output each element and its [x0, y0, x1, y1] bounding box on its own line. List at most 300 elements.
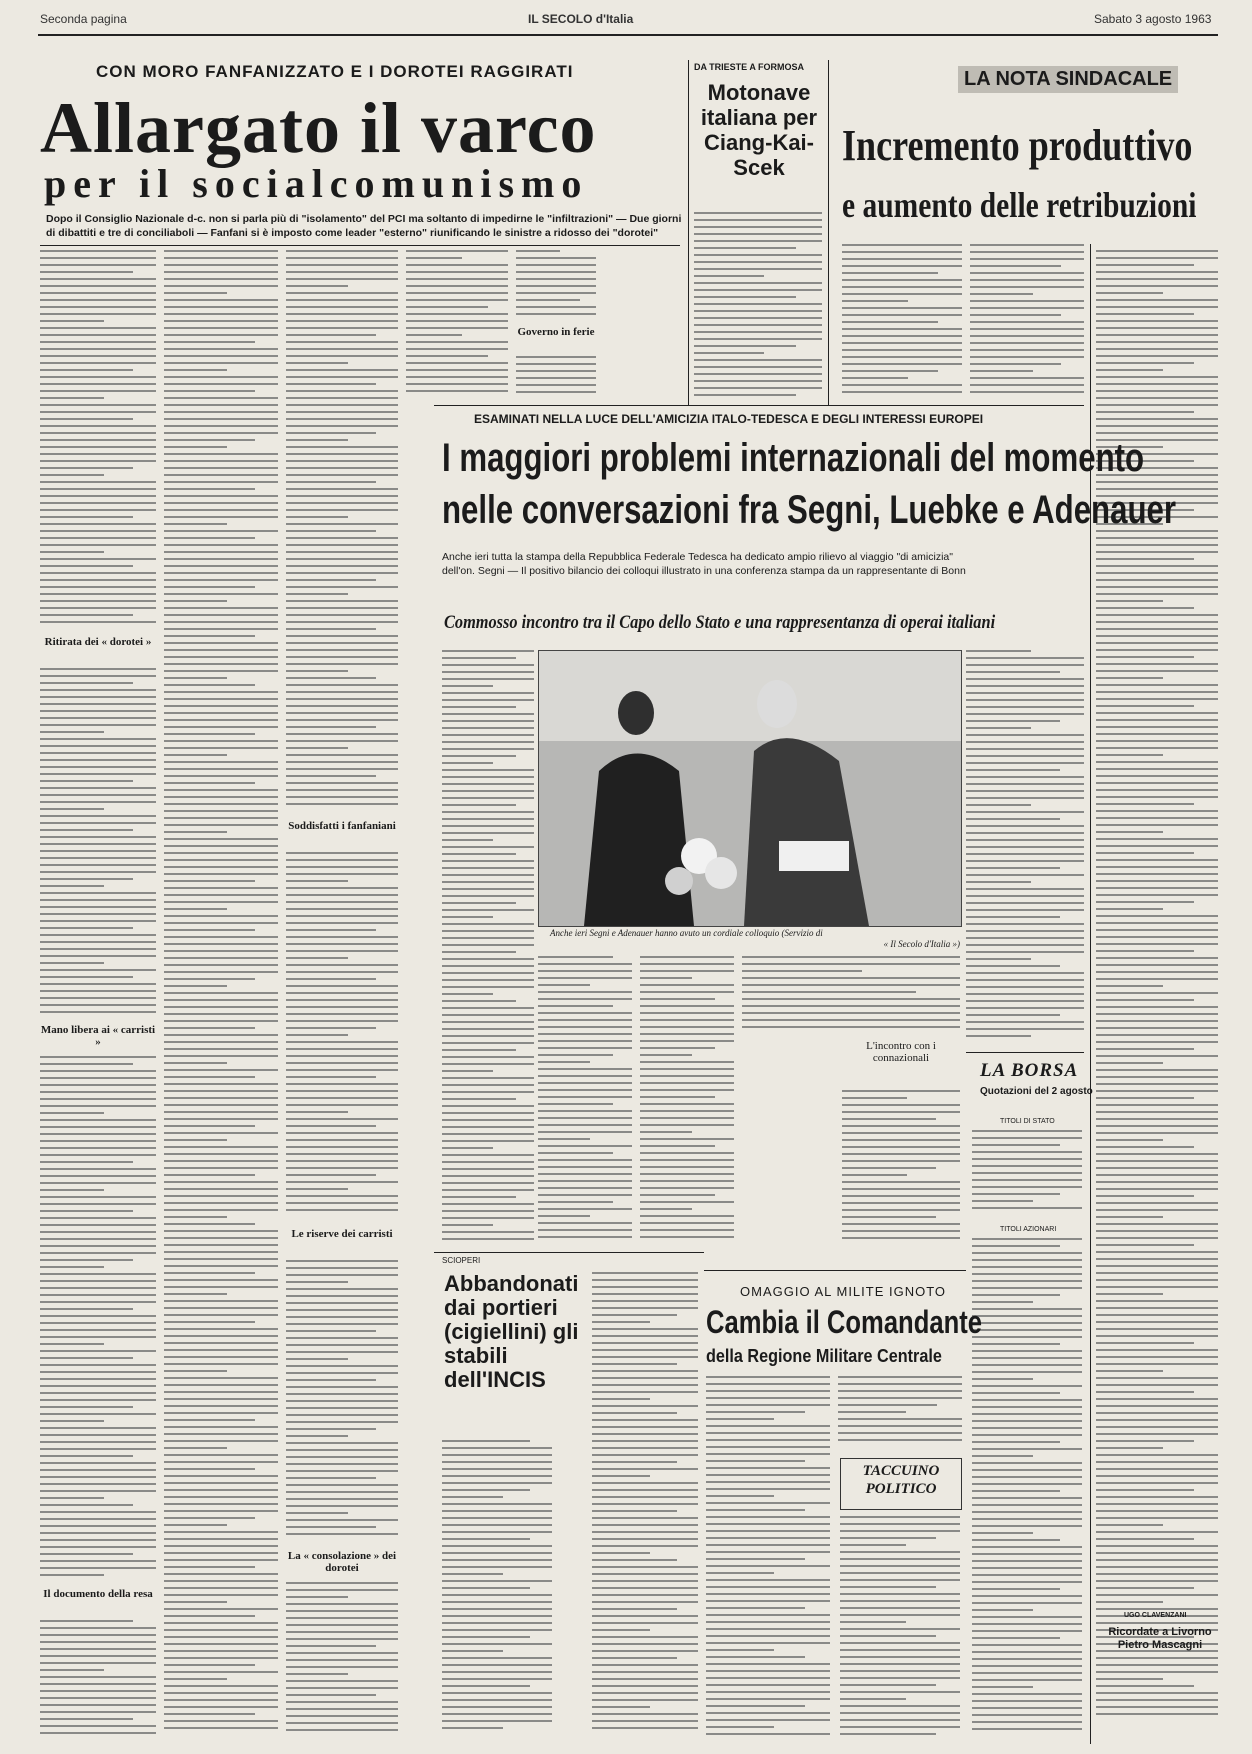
text-line — [286, 1477, 376, 1479]
text-line — [640, 1026, 734, 1028]
text-line — [164, 299, 278, 301]
text-line — [442, 1531, 552, 1533]
text-line — [538, 1229, 632, 1231]
text-line — [538, 1089, 632, 1091]
text-line — [442, 1727, 503, 1729]
text-line — [442, 818, 534, 820]
text-line — [1096, 1118, 1218, 1120]
text-line — [286, 1111, 348, 1113]
text-line — [1096, 341, 1218, 343]
text-line — [286, 1631, 398, 1633]
text-line — [1096, 1321, 1218, 1323]
text-line — [164, 411, 278, 413]
text-line — [970, 356, 1084, 358]
text-line — [286, 985, 398, 987]
text-line — [406, 250, 508, 252]
center-subtitle: Commosso incontro tra il Capo dello Stato e una rappresentanza di operai italiani — [444, 612, 996, 633]
text-line — [970, 265, 1061, 267]
text-line — [286, 1715, 398, 1717]
text-line — [164, 572, 278, 574]
text-line — [164, 1426, 278, 1428]
text-line — [694, 247, 796, 249]
text-line — [972, 1588, 1060, 1590]
text-line — [972, 1259, 1082, 1261]
text-line — [442, 1720, 552, 1722]
main-rule — [40, 245, 680, 246]
text-line — [164, 1643, 278, 1645]
text-line — [40, 1518, 156, 1520]
text-line — [164, 1594, 278, 1596]
text-line — [40, 724, 156, 726]
text-line — [842, 1202, 960, 1204]
text-line — [164, 1069, 278, 1071]
text-line — [842, 377, 908, 379]
text-line — [442, 1447, 552, 1449]
center-col-3 — [640, 956, 734, 1246]
text-line — [972, 1497, 1082, 1499]
text-line — [286, 292, 398, 294]
text-line — [706, 1418, 774, 1420]
incis-col-2 — [592, 1272, 698, 1740]
text-line — [40, 1532, 156, 1534]
text-line — [640, 1047, 715, 1049]
text-line — [286, 1582, 398, 1584]
text-line — [286, 397, 398, 399]
text-line — [164, 1559, 278, 1561]
text-line — [966, 685, 1084, 687]
text-line — [286, 390, 398, 392]
text-line — [1096, 1559, 1218, 1561]
text-line — [442, 1643, 552, 1645]
incis-title: Abbandonati dai portieri (cigiellini) gli stabili dell'INCIS — [444, 1271, 579, 1392]
text-line — [538, 998, 632, 1000]
text-line — [40, 927, 133, 929]
text-line — [972, 1476, 1082, 1478]
main-column-5-bottom — [516, 356, 596, 400]
text-line — [592, 1496, 698, 1498]
text-line — [286, 418, 398, 420]
text-line — [640, 991, 734, 993]
text-line — [164, 369, 227, 371]
text-line — [164, 495, 278, 497]
text-line — [706, 1544, 830, 1546]
text-line — [742, 977, 960, 979]
text-line — [516, 257, 596, 259]
text-line — [286, 474, 398, 476]
text-line — [40, 1133, 156, 1135]
text-line — [972, 1553, 1082, 1555]
text-line — [286, 1323, 398, 1325]
text-line — [40, 1434, 156, 1436]
text-line — [40, 1077, 156, 1079]
text-line — [842, 272, 938, 274]
text-line — [442, 1210, 534, 1212]
text-line — [972, 1413, 1082, 1415]
text-line — [40, 1455, 133, 1457]
text-line — [442, 1671, 552, 1673]
center-summary — [442, 550, 1084, 578]
text-line — [286, 1302, 398, 1304]
text-line — [286, 1512, 348, 1514]
text-line — [164, 1538, 278, 1540]
text-line — [442, 797, 534, 799]
text-line — [286, 1463, 398, 1465]
text-line — [1096, 1580, 1218, 1582]
text-line — [640, 1082, 734, 1084]
text-line — [40, 1539, 156, 1541]
text-line — [966, 713, 1084, 715]
text-line — [1096, 1020, 1218, 1022]
text-line — [442, 769, 534, 771]
text-line — [40, 621, 156, 623]
text-line — [164, 950, 278, 952]
text-line — [286, 1491, 398, 1493]
text-line — [40, 425, 156, 427]
text-line — [40, 264, 156, 266]
text-line — [1096, 579, 1218, 581]
text-line — [538, 1187, 632, 1189]
text-line — [1096, 929, 1218, 931]
text-line — [164, 460, 278, 462]
text-line — [970, 377, 1084, 379]
text-line — [40, 1725, 156, 1727]
text-line — [40, 1718, 133, 1720]
text-line — [1096, 1062, 1163, 1064]
text-line — [972, 1364, 1082, 1366]
text-line — [972, 1420, 1082, 1422]
text-line — [1096, 572, 1218, 574]
text-line — [592, 1405, 698, 1407]
text-line — [1096, 586, 1218, 588]
text-line — [706, 1446, 830, 1448]
text-line — [694, 226, 822, 228]
text-line — [442, 895, 534, 897]
text-line — [286, 957, 348, 959]
text-line — [516, 306, 596, 308]
text-line — [164, 474, 278, 476]
text-line — [442, 1035, 534, 1037]
text-line — [40, 962, 104, 964]
text-line — [286, 992, 398, 994]
text-line — [164, 1258, 278, 1260]
text-line — [1096, 1517, 1218, 1519]
text-line — [592, 1692, 698, 1694]
text-line — [1096, 418, 1218, 420]
text-line — [442, 1496, 503, 1498]
text-line — [442, 1468, 552, 1470]
text-line — [442, 1112, 534, 1114]
text-line — [442, 783, 534, 785]
text-line — [442, 650, 534, 652]
text-line — [640, 1236, 734, 1238]
text-line — [40, 1378, 156, 1380]
text-line — [1096, 1356, 1218, 1358]
text-line — [286, 1393, 398, 1395]
text-line — [840, 1663, 960, 1665]
text-line — [286, 901, 398, 903]
text-line — [972, 1406, 1082, 1408]
text-line — [972, 1371, 1082, 1373]
text-line — [972, 1294, 1060, 1296]
text-line — [40, 1420, 104, 1422]
text-line — [40, 745, 156, 747]
text-line — [286, 1694, 376, 1696]
text-line — [286, 1062, 398, 1064]
text-line — [592, 1468, 698, 1470]
text-line — [406, 369, 508, 371]
text-line — [40, 362, 156, 364]
text-line — [538, 1166, 632, 1168]
text-line — [538, 1103, 613, 1105]
text-line — [592, 1685, 698, 1687]
text-line — [286, 1596, 348, 1598]
text-line — [286, 761, 398, 763]
text-line — [842, 286, 962, 288]
text-line — [40, 1112, 104, 1114]
text-line — [1096, 1664, 1218, 1666]
text-line — [694, 303, 822, 305]
text-line — [286, 1174, 376, 1176]
text-line — [286, 1729, 398, 1731]
text-line — [592, 1629, 650, 1631]
text-line — [164, 915, 278, 917]
text-line — [972, 1158, 1082, 1160]
text-line — [966, 923, 1084, 925]
text-line — [592, 1587, 698, 1589]
text-line — [164, 1160, 278, 1162]
text-line — [966, 930, 1084, 932]
text-line — [970, 258, 1084, 260]
text-line — [1096, 1594, 1218, 1596]
text-line — [40, 1011, 156, 1013]
text-line — [286, 439, 348, 441]
text-line — [972, 1315, 1082, 1317]
text-line — [40, 1105, 156, 1107]
text-line — [164, 1356, 278, 1358]
text-line — [164, 684, 255, 686]
text-line — [40, 668, 156, 670]
text-line — [40, 822, 156, 824]
text-line — [970, 335, 1084, 337]
text-line — [640, 1215, 734, 1217]
text-line — [286, 1652, 398, 1654]
text-line — [164, 1657, 278, 1659]
text-line — [164, 1188, 278, 1190]
text-line — [40, 1427, 156, 1429]
main-column-3-top — [286, 250, 398, 810]
text-line — [164, 1391, 278, 1393]
text-line — [164, 544, 278, 546]
main-column-5-top — [516, 250, 596, 325]
text-line — [842, 265, 962, 267]
text-line — [966, 804, 1031, 806]
text-line — [286, 488, 398, 490]
text-line — [286, 278, 398, 280]
text-line — [1096, 936, 1218, 938]
text-line — [40, 1280, 156, 1282]
text-line — [966, 1035, 1031, 1037]
text-line — [40, 1175, 156, 1177]
text-line — [1096, 817, 1218, 819]
text-line — [286, 1195, 398, 1197]
text-line — [442, 1189, 534, 1191]
text-line — [40, 1063, 133, 1065]
text-line — [164, 628, 278, 630]
text-line — [286, 1330, 376, 1332]
text-line — [164, 936, 278, 938]
text-line — [1096, 1076, 1218, 1078]
text-line — [164, 999, 278, 1001]
text-line — [164, 642, 278, 644]
text-line — [442, 1231, 534, 1233]
text-line — [40, 502, 156, 504]
text-line — [706, 1453, 830, 1455]
text-line — [286, 1139, 398, 1141]
text-line — [442, 741, 534, 743]
text-line — [286, 1428, 376, 1430]
text-line — [40, 516, 133, 518]
text-line — [164, 873, 278, 875]
text-line — [286, 1484, 398, 1486]
text-line — [164, 859, 278, 861]
text-line — [40, 1511, 156, 1513]
text-line — [40, 579, 156, 581]
text-line — [442, 727, 534, 729]
text-line — [972, 1151, 1082, 1153]
text-line — [286, 754, 398, 756]
text-line — [706, 1628, 830, 1630]
text-line — [164, 1237, 278, 1239]
text-line — [842, 1111, 960, 1113]
text-line — [442, 1238, 534, 1240]
text-line — [40, 920, 156, 922]
text-line — [40, 1343, 104, 1345]
text-line — [442, 1077, 534, 1079]
text-line — [842, 1097, 907, 1099]
text-line — [842, 328, 962, 330]
text-line — [40, 1574, 104, 1576]
text-line — [1096, 1153, 1218, 1155]
text-line — [1096, 383, 1218, 385]
masthead-small: IL SECOLO d'Italia — [528, 12, 634, 26]
text-line — [592, 1503, 698, 1505]
text-line — [972, 1525, 1082, 1527]
text-line — [286, 1104, 398, 1106]
main-column-4 — [406, 250, 508, 400]
text-line — [286, 1132, 398, 1134]
text-line — [286, 1260, 398, 1262]
incis-rule — [434, 1252, 704, 1253]
text-line — [972, 1637, 1060, 1639]
text-line — [972, 1532, 1033, 1534]
text-line — [286, 782, 398, 784]
text-line — [842, 1181, 960, 1183]
text-line — [442, 930, 534, 932]
text-line — [640, 1222, 734, 1224]
text-line — [640, 1138, 734, 1140]
text-line — [706, 1698, 830, 1700]
text-line — [1096, 670, 1218, 672]
text-line — [442, 1070, 493, 1072]
text-line — [40, 815, 156, 817]
text-line — [640, 1194, 715, 1196]
borsa-section-azionari: TITOLI AZIONARI — [1000, 1226, 1057, 1233]
text-line — [1096, 754, 1163, 756]
text-line — [442, 671, 534, 673]
text-line — [840, 1516, 960, 1518]
text-line — [640, 1159, 734, 1161]
text-line — [442, 1510, 552, 1512]
text-line — [286, 1666, 398, 1668]
text-line — [970, 314, 1061, 316]
text-line — [164, 1412, 278, 1414]
text-line — [1096, 1188, 1218, 1190]
text-line — [640, 1089, 734, 1091]
text-line — [972, 1238, 1082, 1240]
text-line — [1096, 1048, 1194, 1050]
text-line — [286, 551, 398, 553]
text-line — [1096, 810, 1218, 812]
text-line — [1096, 1041, 1218, 1043]
text-line — [286, 530, 376, 532]
taccuino-title: TACCUINO POLITICO — [862, 1463, 940, 1497]
text-line — [1096, 1510, 1218, 1512]
column-divider-a — [688, 60, 689, 405]
text-line — [972, 1378, 1033, 1380]
text-line — [1096, 1083, 1218, 1085]
text-line — [40, 1497, 104, 1499]
text-line — [164, 579, 278, 581]
text-line — [286, 642, 398, 644]
text-line — [164, 1174, 255, 1176]
text-line — [1096, 348, 1218, 350]
text-line — [592, 1286, 698, 1288]
text-line — [442, 804, 516, 806]
text-line — [1096, 1622, 1218, 1624]
text-line — [1096, 1013, 1218, 1015]
text-line — [516, 384, 596, 386]
text-line — [164, 362, 278, 364]
text-line — [442, 874, 534, 876]
text-line — [592, 1300, 698, 1302]
text-line — [972, 1469, 1082, 1471]
text-line — [516, 391, 596, 393]
text-line — [286, 859, 398, 861]
text-line — [286, 586, 398, 588]
text-line — [286, 425, 398, 427]
text-line — [164, 747, 278, 749]
text-line — [40, 1336, 156, 1338]
text-line — [40, 1329, 156, 1331]
text-line — [442, 1699, 552, 1701]
text-line — [40, 941, 156, 943]
text-line — [286, 250, 398, 252]
text-line — [592, 1377, 698, 1379]
text-line — [1096, 250, 1218, 252]
text-line — [40, 1669, 104, 1671]
text-line — [592, 1342, 698, 1344]
text-line — [442, 839, 493, 841]
text-line — [164, 761, 278, 763]
text-line — [286, 334, 376, 336]
text-line — [592, 1538, 698, 1540]
text-line — [1096, 327, 1218, 329]
text-line — [442, 776, 534, 778]
text-line — [838, 1397, 962, 1399]
text-line — [972, 1455, 1033, 1457]
text-line — [592, 1664, 698, 1666]
text-line — [40, 717, 156, 719]
